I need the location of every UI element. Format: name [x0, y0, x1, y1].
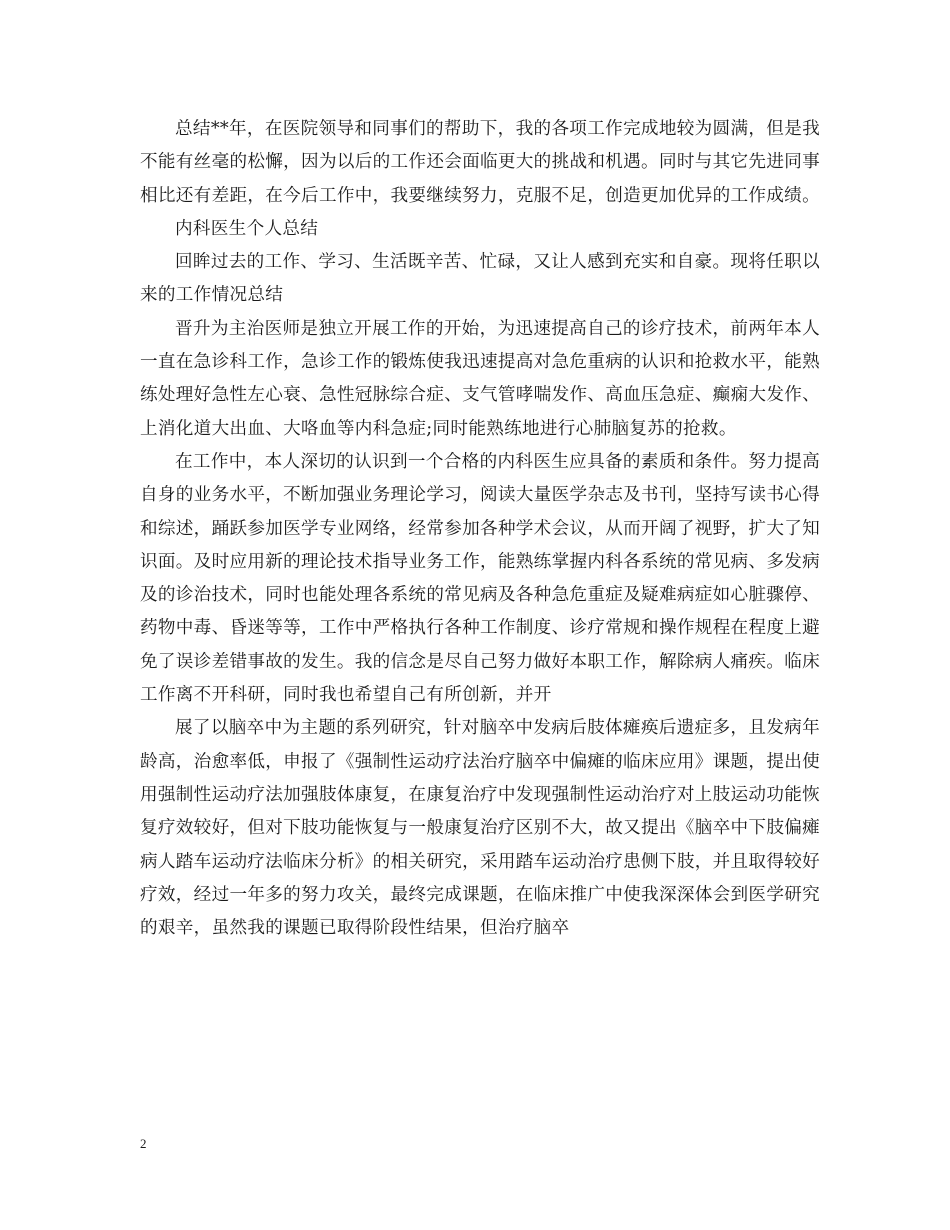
- paragraph-professional-growth: 在工作中，本人深切的认识到一个合格的内科医生应具备的素质和条件。努力提高自身的业务水平，不断加强业务理论学习，阅读大量医学杂志及书刊，坚持写读书心得和综述，踊跃参加医学专业网络，经常参加各种学术会议，从而开阔了视野，扩大了知识面。及时应用新的理论技术指导业务工作，能熟练掌握内科各系统的常见病、多发病及的诊治技术，同时也能处理各系统的常见病及各种急危重症及疑难病症如心脏骤停、药物中毒、昏迷等等，工作中严格执行各种工作制度、诊疗常规和操作规程在程度上避免了误诊差错事故的发生。我的信念是尽自己努力做好本职工作，解除病人痛疾。临床工作离不开科研，同时我也希望自己有所创新，并开: [140, 451, 820, 706]
- paragraph-emergency-work: 晋升为主治医师是独立开展工作的开始，为迅速提高自己的诊疗技术，前两年本人一直在急诊科工作，急诊工作的锻炼使我迅速提高对急危重病的认识和抢救水平，能熟练处理好急性左心衰、急性冠脉综合症、支气管哮喘发作、高血压急症、癫痫大发作、上消化道大出血、大咯血等内科急症;同时能熟练地进行心肺脑复苏的抢救。: [140, 318, 820, 439]
- paragraph-introduction: 回眸过去的工作、学习、生活既辛苦、忙碌，又让人感到充实和自豪。现将任职以来的工作情况总结: [140, 252, 820, 306]
- document-body: [140, 113, 820, 945]
- paragraph-research: 展了以脑卒中为主题的系列研究，针对脑卒中发病后肢体瘫痪后遗症多，且发病年龄高，治愈率低，申报了《强制性运动疗法治疗脑卒中偏瘫的临床应用》课题，提出使用强制性运动疗法加强肢体康复，在康复治疗中发现强制性运动治疗对上肢运动功能恢复疗效较好，但对下肢功能恢复与一般康复治疗区别不大，故又提出《脑卒中下肢偏瘫病人踏车运动疗法临床分析》的相关研究，采用踏车运动治疗患侧下肢，并且取得较好疗效，经过一年多的努力攻关，最终完成课题，在临床推广中使我深深体会到医学研究的艰辛，虽然我的课题已取得阶段性结果，但治疗脑卒: [140, 718, 820, 939]
- paragraph-summary-closing: 总结**年，在医院领导和同事们的帮助下，我的各项工作完成地较为圆满，但是我不能有丝毫的松懈，因为以后的工作还会面临更大的挑战和机遇。同时与其它先进同事相比还有差距，在今后工作中，我要继续努力，克服不足，创造更加优异的工作成绩。: [140, 119, 820, 206]
- section-heading: 内科医生个人总结: [175, 218, 319, 239]
- page-number: 2: [140, 1136, 147, 1151]
